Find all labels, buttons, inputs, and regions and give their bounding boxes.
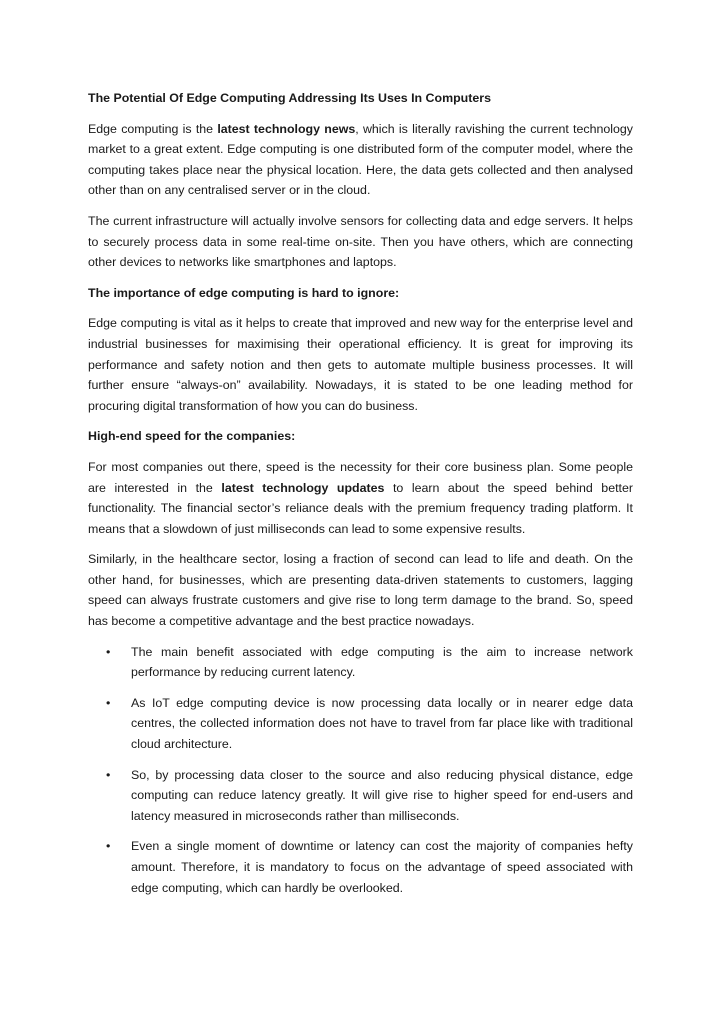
- paragraph-speed-before: For most companies out there, speed is the necessity for their core business plan. Some people are interested in the: [88, 459, 633, 495]
- list-item-text: So, by processing data closer to the source and also reducing physical distance, edge computing can reduce latency greatly. It will give rise to higher speed for end-users and latency measured in microseconds rather than milliseconds.: [131, 767, 633, 823]
- heading-importance: The importance of edge computing is hard to ignore:: [88, 285, 400, 300]
- benefits-list: [88, 642, 633, 899]
- paragraph-intro: [88, 119, 633, 201]
- paragraph-intro-after: , which is literally ravishing the current technology market to a great extent. Edge computing is one distributed form of the computer model, where the computing takes place near the physical location. Here, the data gets collected and then analysed other than on any centralised server or in the cloud.: [88, 121, 633, 198]
- list-item-text: As IoT edge computing device is now processing data locally or in nearer edge data centres, the collected information does not have to travel from far place like with traditional cloud architecture.: [131, 695, 633, 752]
- document-title: The Potential Of Edge Computing Addressing Its Uses In Computers: [88, 91, 491, 105]
- paragraph-healthcare: Similarly, in the healthcare sector, losing a fraction of second can lead to life and death. On the other hand, for businesses, which are presenting data-driven statements to customers, lagging speed can always frustrate customers and give rise to long term damage to the brand. So, speed has become a competitive advantage and the best practice nowadays.: [88, 552, 633, 629]
- list-item: [88, 693, 633, 755]
- bullet-icon: •: [106, 695, 111, 710]
- heading-speed: High-end speed for the companies:: [88, 429, 296, 444]
- list-item: [88, 642, 633, 683]
- list-item-text: The main benefit associated with edge computing is the aim to increase network performance by reducing current latency.: [131, 644, 633, 680]
- paragraph-speed-after: to learn about the speed behind better functionality. The financial sector’s reliance deals with the premium frequency trading platform. It means that a slowdown of just milliseconds can lead to some expensive results.: [88, 480, 633, 536]
- paragraph-speed: [88, 457, 633, 539]
- bullet-icon: •: [106, 767, 111, 782]
- paragraph-importance: Edge computing is vital as it helps to create that improved and new way for the enterprise level and industrial businesses for maximising their operational efficiency. It is great for improving its performance and safety notion and then gets to automate multiple business processes. It will further ensure “always-on” availability. Nowadays, it is stated to be one leading method for procuring digital transformation of how you can do business.: [88, 316, 633, 413]
- bullet-icon: •: [106, 644, 111, 659]
- bullet-icon: •: [106, 839, 111, 854]
- list-item: [88, 765, 633, 827]
- document-page: [88, 88, 633, 908]
- paragraph-infrastructure: The current infrastructure will actually involve sensors for collecting data and edge servers. It helps to securely process data in some real-time on-site. Then you have others, which are connecting other devices to networks like smartphones and laptops.: [88, 213, 633, 270]
- latest-technology-updates-link[interactable]: latest technology updates: [221, 480, 385, 495]
- paragraph-intro-before: Edge computing is the: [88, 121, 218, 136]
- latest-technology-news-link[interactable]: latest technology news: [217, 121, 356, 136]
- list-item-text: Even a single moment of downtime or latency can cost the majority of companies hefty amount. Therefore, it is mandatory to focus on the advantage of speed associated with edge computing, which can hardly be overlooked.: [131, 839, 633, 895]
- list-item: [88, 836, 633, 898]
